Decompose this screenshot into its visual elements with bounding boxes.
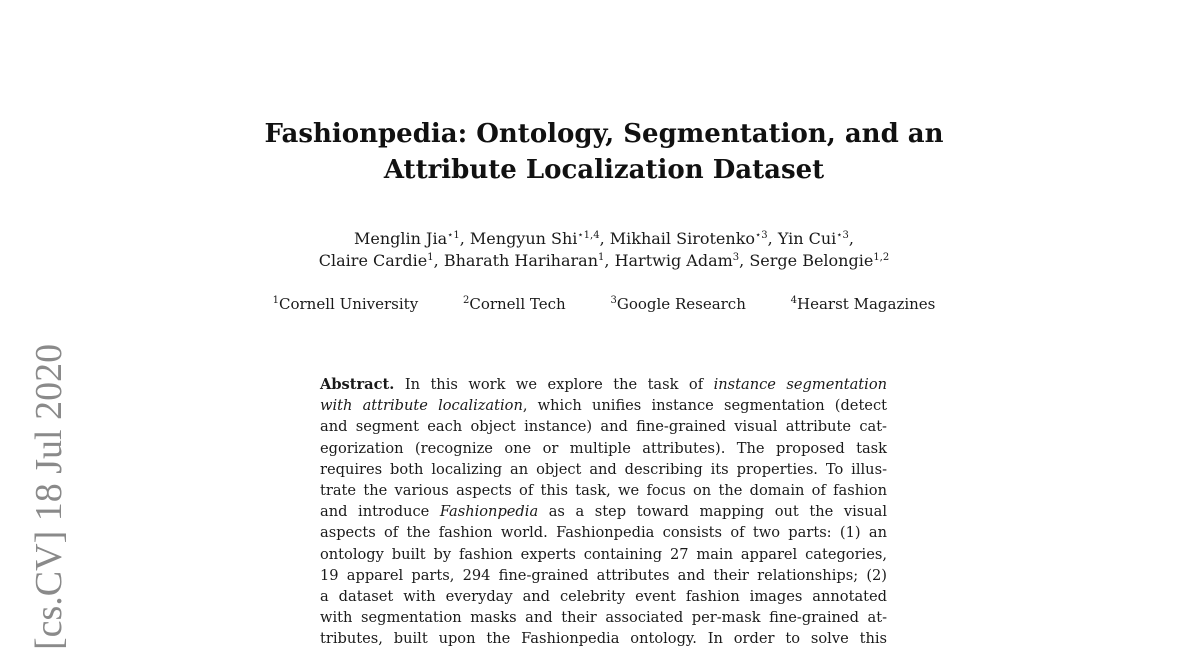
author-affiliation-mark: 1 <box>427 252 434 263</box>
author-affiliation-mark: ⋆1 <box>447 230 460 241</box>
abstract-line: aspects of the fashion world. Fashionpedia consists of two parts: (1) an <box>320 524 887 542</box>
abstract-line: requires both localizing an object and describing its properties. To illus- <box>320 460 887 478</box>
author-list <box>200 228 1008 272</box>
abstract-line: egorization (recognize one or multiple attributes). The proposed task <box>320 439 887 457</box>
author-line-1: Menglin Jia$^{⋆1}$, Mengyun Shi$^{⋆1,4}$, Mikhail Sirotenko$^{⋆3}$, Yin Cui$^{⋆3}$, <box>354 229 854 248</box>
affiliation-number: 4 <box>790 295 798 306</box>
abstract-line: trate the various aspects of this task, we focus on the domain of fashion <box>320 481 887 499</box>
author-name: Yin Cui <box>777 229 837 248</box>
abstract <box>320 374 887 649</box>
author-name: Mengyun Shi <box>469 229 578 248</box>
title-line-1: Fashionpedia: Ontology, Segmentation, and an <box>264 119 944 149</box>
paper-title <box>200 116 1008 188</box>
abstract-line: a dataset with everyday and celebrity event fashion images annotated <box>320 587 887 605</box>
abstract-line: and segment each object instance) and fine-grained visual attribute cat- <box>320 418 887 436</box>
affiliation-item <box>463 293 566 315</box>
affiliation-number: 1 <box>272 295 279 306</box>
affiliation-number: 3 <box>610 295 617 306</box>
author-affiliation-mark: ⋆3 <box>755 230 768 241</box>
author-affiliation-mark: 1 <box>598 252 605 263</box>
abstract-line: with segmentation masks and their associated per-mask fine-grained at- <box>320 609 887 627</box>
author-name: Claire Cardie <box>318 251 428 270</box>
abstract-label: Abstract. <box>320 376 395 393</box>
abstract-line: and introduce Fashionpedia as a step toward mapping out the visual <box>320 503 888 521</box>
affiliation-item <box>791 293 936 315</box>
affiliation-item <box>610 293 745 315</box>
abstract-line: 19 apparel parts, 294 fine-grained attributes and their relationships; (2) <box>320 566 887 584</box>
author-name: Hartwig Adam <box>614 251 733 270</box>
author-affiliation-mark: 3 <box>732 252 740 263</box>
author-affiliation-mark: ⋆3 <box>836 230 849 241</box>
abstract-line: ontology built by fashion experts containing 27 main apparel categories, <box>320 545 887 563</box>
title-line-2: Attribute Localization Dataset <box>383 155 825 185</box>
affiliation-name: Cornell Tech <box>469 295 566 313</box>
affiliation-list <box>200 293 1008 315</box>
affiliation-number: 2 <box>462 295 470 306</box>
author-name: Mikhail Sirotenko <box>609 229 756 248</box>
author-affiliation-mark: 1,2 <box>873 252 890 263</box>
affiliation-item <box>273 293 419 315</box>
abstract-line: tributes, built upon the Fashionpedia ontology. In order to solve this <box>320 630 887 648</box>
author-affiliation-mark: ⋆1,4 <box>577 230 600 241</box>
affiliation-name: Google Research <box>616 295 746 313</box>
arxiv-side-stamp <box>26 320 74 650</box>
arxiv-stamp-text: [cs.CV] 18 Jul 2020 <box>28 343 70 650</box>
author-line-2: Claire Cardie$^1$, Bharath Hariharan$^1$, Hartwig Adam$^3$, Serge Belongie$^{1,2}$ <box>318 251 890 270</box>
affiliation-name: Hearst Magazines <box>797 295 936 313</box>
abstract-line: with attribute localization, which unifies instance segmentation (detect <box>320 397 887 415</box>
abstract-line: Abstract. In this work we explore the task of instance segmentation <box>320 376 888 393</box>
affiliation-name: Cornell University <box>278 295 419 313</box>
author-name: Serge Belongie <box>749 251 874 270</box>
author-name: Menglin Jia <box>354 229 448 248</box>
author-name: Bharath Hariharan <box>443 251 599 270</box>
